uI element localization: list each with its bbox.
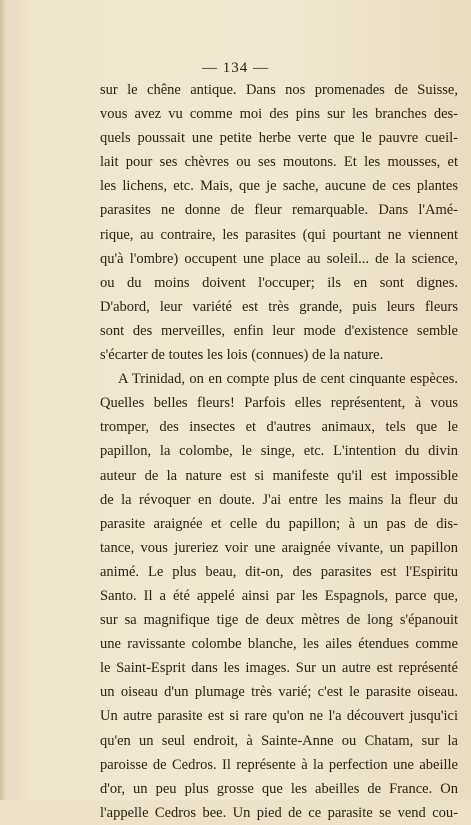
text-line: lait pour ses chèvres ou ses moutons. Et les mousses, et	[100, 154, 458, 171]
text-line: A Trinidad, on en compte plus de cent cinquante espèces.	[118, 371, 458, 388]
text-line: une ravissante colombe blanche, les ailes étendues comme	[100, 636, 458, 653]
paragraph-2	[100, 367, 458, 825]
text-line: ou du moins doivent l'occuper; ils en sont dignes.	[100, 274, 458, 291]
text-line: auteur de la nature est si manifeste qu'il est impossible	[100, 467, 458, 484]
text-line: qu'en un seul endroit, à Sainte-Anne ou Chatam, sur la	[100, 732, 458, 749]
text-line: qu'à l'ombre) occupent une place au soleil... de la science,	[100, 250, 458, 267]
paragraph-1	[100, 78, 458, 367]
text-line: sur sa magnifique tige de deux mètres de long s'épanouit	[100, 612, 458, 629]
text-line: s'écarter de toutes les lois (connues) de la nature.	[100, 347, 384, 364]
text-line: l'appelle Cedros bee. Un pied de ce parasite se vend cou-	[100, 804, 458, 821]
text-line: Un autre parasite est si rare qu'on ne l'a découvert jusqu'ici	[100, 708, 458, 725]
text-line: papillon, la colombe, le singe, etc. L'intention du divin	[100, 443, 458, 460]
text-line: parasites ne donne de fleur remarquable. Dans l'Amé-	[100, 202, 458, 219]
text-line: quels poussait une petite herbe verte que le pauvre cueil-	[100, 130, 458, 147]
text-line: animé. Le plus beau, dit-on, des parasites est l'Espiritu	[100, 563, 458, 580]
text-line: les lichens, etc. Mais, que je sache, aucune de ces plantes	[100, 178, 458, 195]
text-line: vous avez vu comme moi des pins sur les branches des-	[100, 106, 458, 123]
text-line: d'or, un peu plus grosse que les abeilles de France. On	[100, 780, 458, 797]
text-line: D'abord, leur variété est très grande, puis leurs fleurs	[100, 298, 458, 315]
text-line: rique, au contraire, les parasites (qui pourtant ne viennent	[100, 226, 458, 243]
page-edge-shadow	[0, 0, 6, 800]
text-line: de la révoquer en doute. J'ai entre les mains la fleur du	[100, 491, 458, 508]
text-line: paroisse de Cedros. Il représente à la perfection une abeille	[100, 756, 458, 773]
text-line: Santo. Il a été appelé ainsi par les Espagnols, parce que,	[100, 587, 458, 604]
body-text	[100, 78, 458, 825]
text-line: parasite araignée et celle du papillon; à un pas de dis-	[100, 515, 458, 532]
text-line: tromper, des insectes et d'autres animaux, tels que le	[100, 419, 458, 436]
text-line: sont des merveilles, enfin leur mode d'existence semble	[100, 322, 458, 339]
page-number: — 134 —	[202, 60, 269, 76]
text-line: tance, vous jureriez voir une araignée vivante, un papillon	[100, 539, 458, 556]
text-line: un oiseau d'un plumage très varié; c'est le parasite oiseau.	[100, 684, 458, 701]
text-line: Quelles belles fleurs! Parfois elles représentent, à vous	[100, 395, 458, 412]
text-line: le Saint-Esprit dans les images. Sur un autre est représenté	[100, 660, 458, 677]
text-line: sur le chêne antique. Dans nos promenades de Suisse,	[100, 82, 458, 98]
